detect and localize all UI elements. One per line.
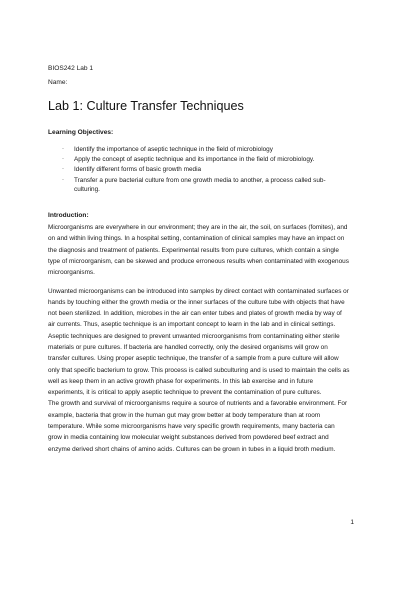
- page-title: Lab 1: Culture Transfer Techniques: [48, 99, 244, 113]
- objective-text: Identify different forms of basic growth media: [74, 166, 202, 174]
- page-number: 1: [350, 519, 354, 526]
- learning-objectives-list: [48, 145, 350, 194]
- intro-paragraph-3: Aseptic techniques are designed to prevent unwanted microorganisms from contaminating either sterile materials or pure cultures. If bacteria are handled correctly, only the desired organisms will grow on transfer cultures. Using proper aseptic technique, the transfer of a sample from a pure culture will allow only that specific bacterium to grow. This process is called subculturing and is used to maintain the cells as well as keep them in an active growth phase for experiments. In this lab exercise and in future experiments, it is critical to apply aseptic technique to prevent the contamination of pure cultures.: [48, 332, 350, 397]
- intro-paragraph-2: Unwanted microorganisms can be introduced into samples by direct contact with contaminated surfaces or hands by touching either the growth media or the inner surfaces of the culture tube with objects that have not been sterilized. In addition, microbes in the air can enter tubes and plates of growth media by way of air currents. Thus, aseptic technique is an important concept to learn in the lab and in clinical settings.: [48, 287, 349, 329]
- objective-text: Apply the concept of aseptic technique and its importance in the field of microbiology.: [74, 156, 315, 164]
- intro-paragraph-4: The growth and survival of microorganisms require a source of nutrients and a favorable environment. For example, bacteria that grow in the human gut may grow better at body temperature than at room temperature. While some microorganisms have very specific growth requirements, many bacteria can grow in media containing low molecular weight substances derived from powdered beef extract and enzyme derived short chains of amino acids. Cultures can be grown in tubes in a liquid broth medium.: [48, 400, 348, 453]
- introduction-heading: Introduction:: [48, 212, 89, 220]
- bullet-icon: ·: [62, 176, 64, 183]
- list-item: [62, 165, 350, 174]
- intro-paragraph-1: Microorganisms are everywhere in our environment; they are in the air, the soil, on surfaces (fomites), and on and within living things. In a hospital setting, contamination of clinical samples may have an impact on the diagnosis and treatment of patients. Experimental results from pure cultures, which contain a single type of microorganism, can be skewed and produce erroneous results when contaminated with exogenous microorganisms.: [48, 224, 349, 277]
- name-label: Name:: [48, 79, 68, 86]
- list-item: [62, 145, 350, 154]
- course-code: BIOS242 Lab 1: [48, 65, 94, 72]
- learning-objectives-heading: Learning Objectives:: [48, 129, 114, 136]
- objective-text: Identify the importance of aseptic technique in the field of microbiology: [74, 146, 273, 153]
- bullet-icon: ·: [62, 146, 64, 152]
- list-item: [62, 176, 350, 194]
- list-item: [62, 155, 350, 164]
- bullet-icon: ·: [62, 156, 64, 163]
- bullet-icon: ·: [62, 166, 64, 173]
- objective-text: Transfer a pure bacterial culture from one growth media to another, a process called sub-culturing.: [74, 176, 326, 193]
